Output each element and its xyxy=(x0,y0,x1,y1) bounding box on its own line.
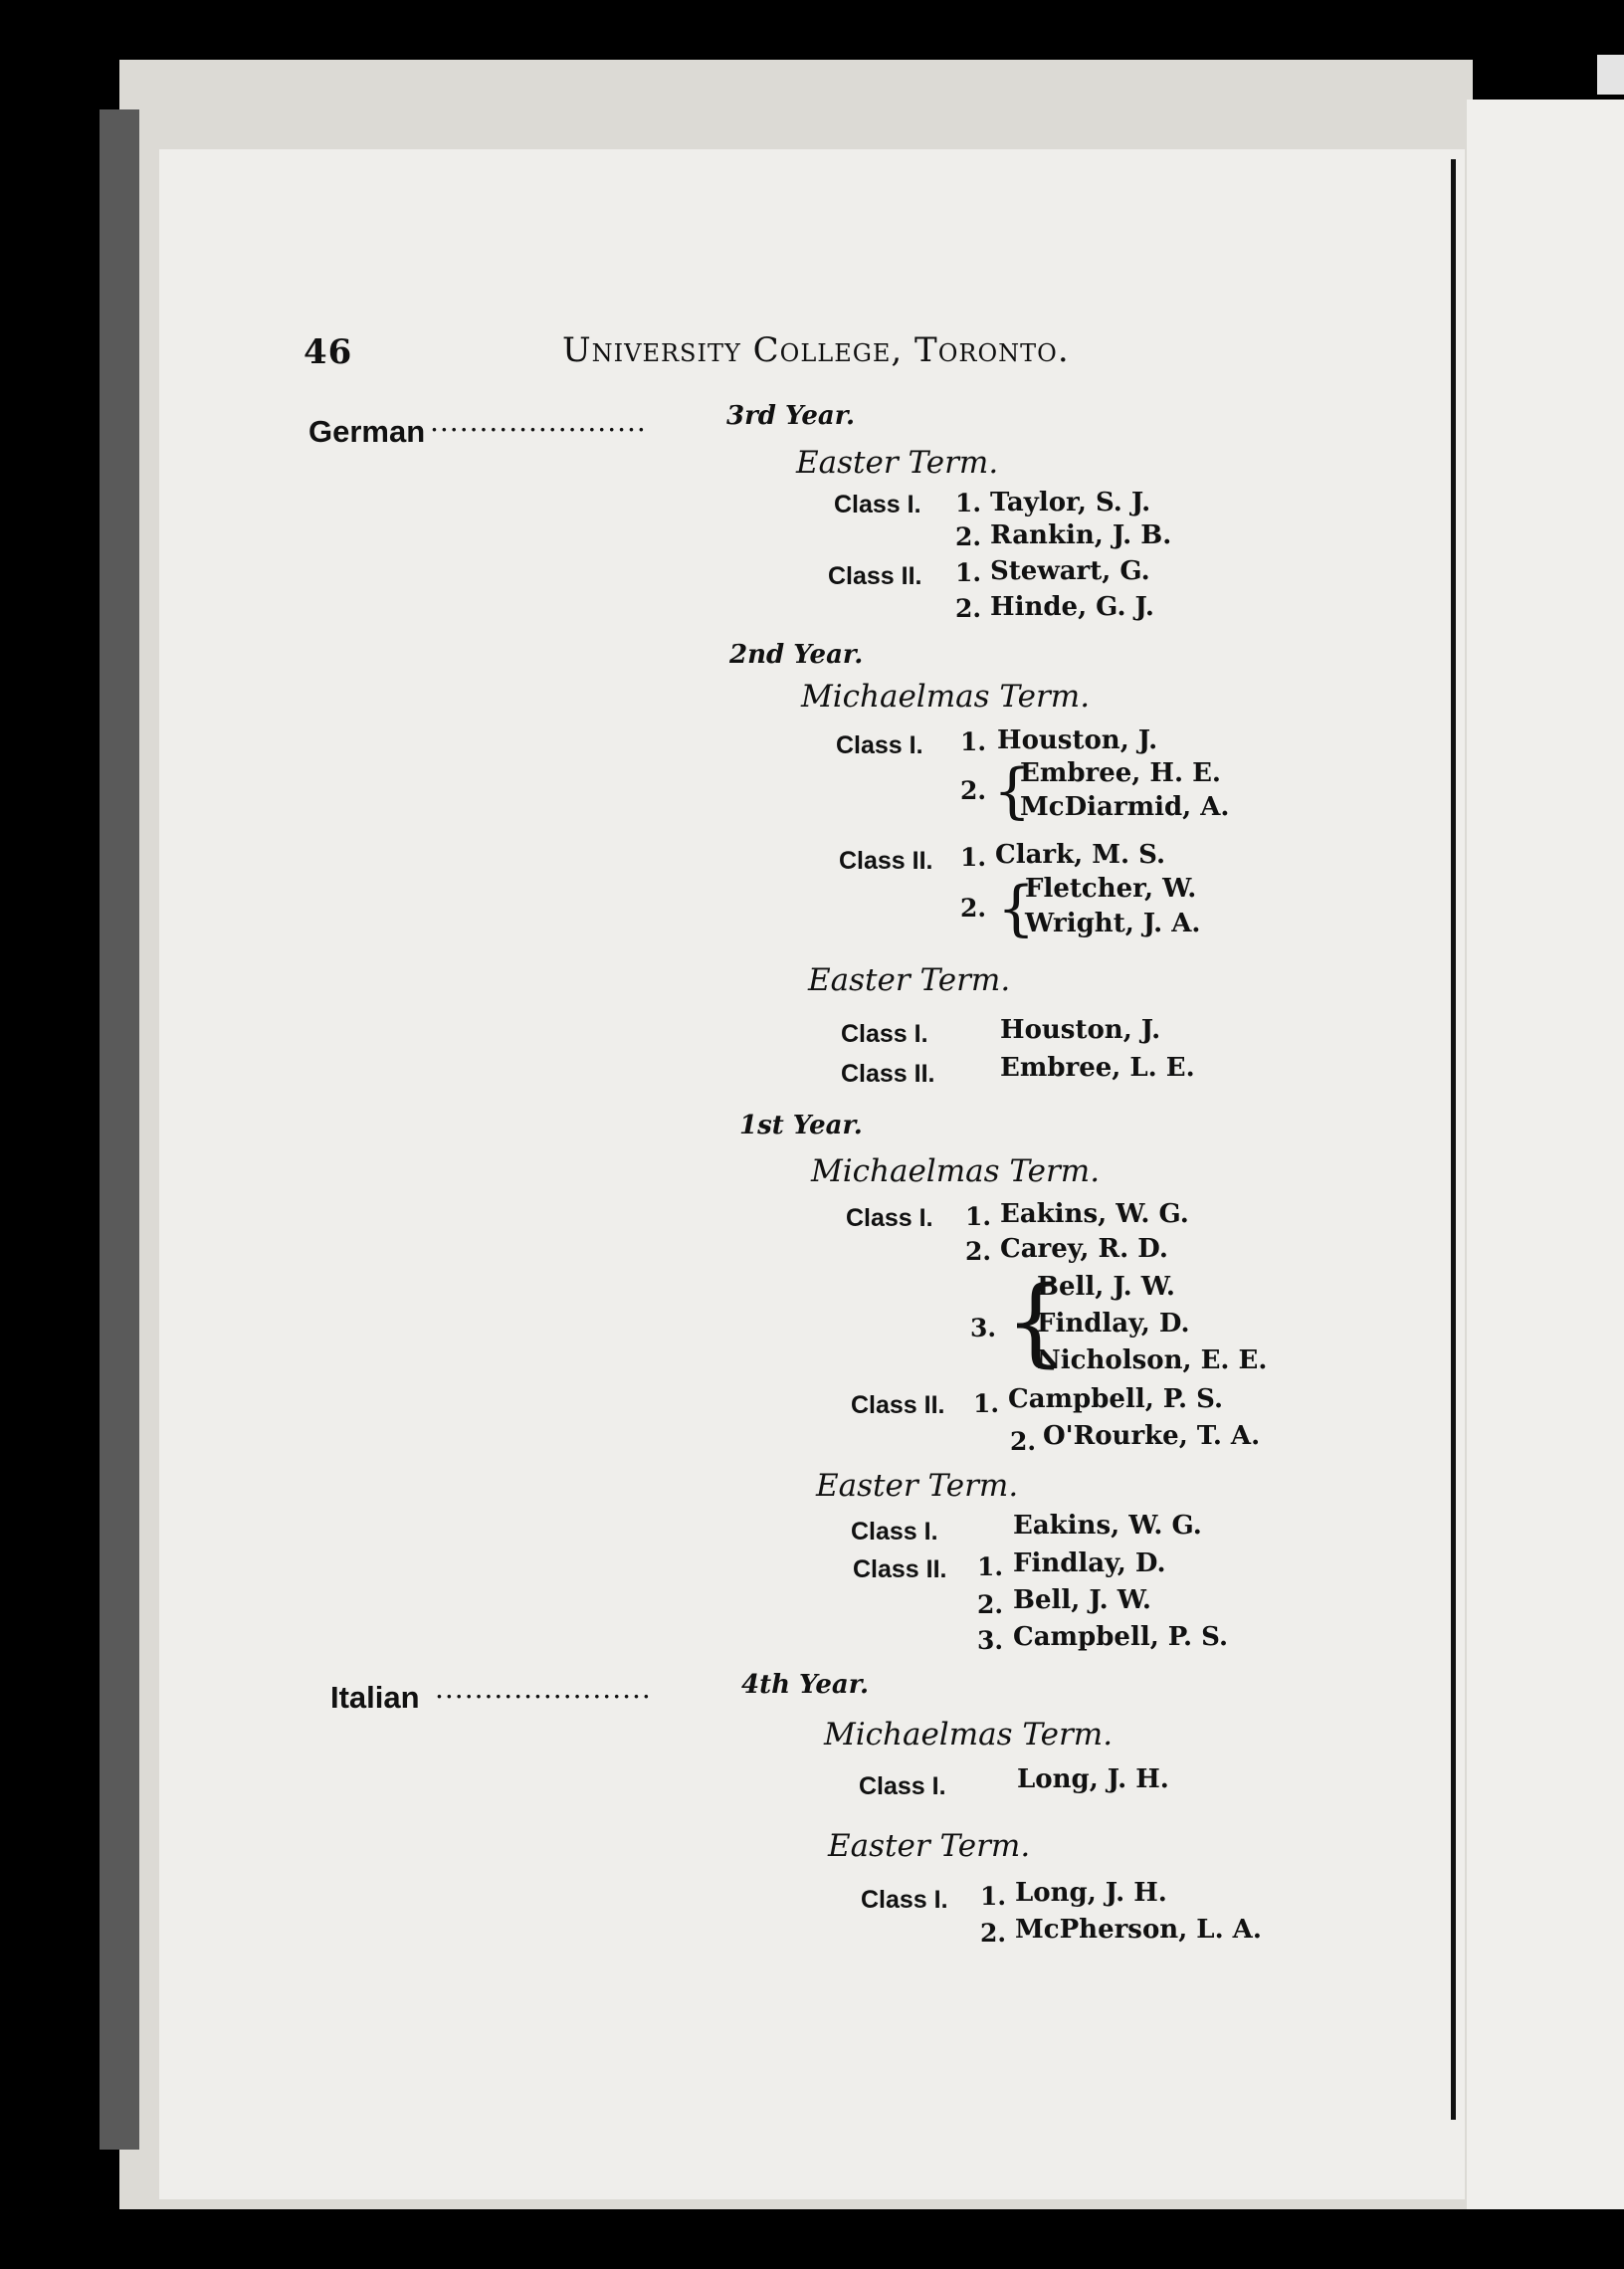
student-name: Carey, R. D. xyxy=(1000,1234,1168,1264)
rank: 2. xyxy=(955,594,982,623)
class-label: Class I. xyxy=(859,1772,946,1800)
subject-german: German xyxy=(308,414,426,449)
term-heading: Easter Term. xyxy=(816,1468,1019,1504)
student-name: Findlay, D. xyxy=(1013,1548,1166,1578)
year-heading: 2nd Year. xyxy=(729,640,864,670)
term-heading: Easter Term. xyxy=(828,1828,1031,1864)
rank: 1. xyxy=(973,1389,1000,1418)
student-name: Houston, J. xyxy=(1000,1015,1161,1045)
class-label: Class I. xyxy=(841,1020,928,1048)
student-name: Hinde, G. J. xyxy=(990,592,1154,622)
rank: 2. xyxy=(960,776,987,805)
bracket: { xyxy=(993,756,1032,826)
rank: 1. xyxy=(960,727,987,756)
page-number: 46 xyxy=(304,332,353,372)
binding-shadow xyxy=(100,109,139,2150)
class-label: Class I. xyxy=(836,731,923,759)
student-name: Long, J. H. xyxy=(1015,1878,1167,1908)
student-name: Eakins, W. G. xyxy=(1013,1511,1202,1541)
class-label: Class II. xyxy=(851,1391,945,1419)
running-title: University College, Toronto. xyxy=(562,330,1070,370)
rank: 2. xyxy=(960,894,987,923)
student-name: Houston, J. xyxy=(997,725,1158,755)
student-name: Eakins, W. G. xyxy=(1000,1199,1189,1229)
rank: 2. xyxy=(965,1237,992,1266)
term-heading: Easter Term. xyxy=(796,445,999,481)
student-name: Campbell, P. S. xyxy=(1013,1622,1229,1652)
student-name: O'Rourke, T. A. xyxy=(1043,1421,1261,1451)
term-heading: Michaelmas Term. xyxy=(824,1717,1114,1753)
year-heading: 3rd Year. xyxy=(726,401,856,431)
term-heading: Michaelmas Term. xyxy=(811,1153,1101,1189)
student-name: Campbell, P. S. xyxy=(1008,1384,1224,1414)
term-heading: Michaelmas Term. xyxy=(801,679,1091,715)
rank: 1. xyxy=(965,1202,992,1231)
rank: 2. xyxy=(977,1590,1004,1619)
class-label: Class II. xyxy=(828,562,922,590)
rank: 2. xyxy=(1010,1427,1037,1456)
rank: 1. xyxy=(960,843,987,872)
facing-page xyxy=(1467,100,1624,2209)
student-name: Rankin, J. B. xyxy=(990,520,1172,550)
student-name: Nicholson, E. E. xyxy=(1037,1345,1268,1375)
student-name: Fletcher, W. xyxy=(1025,874,1197,904)
student-name: Embree, L. E. xyxy=(1000,1053,1195,1083)
year-heading: 4th Year. xyxy=(741,1670,870,1700)
rank: 1. xyxy=(955,558,982,587)
class-label: Class I. xyxy=(861,1886,948,1914)
student-name: Stewart, G. xyxy=(990,556,1150,586)
student-name: Findlay, D. xyxy=(1037,1309,1190,1339)
leader-dots: ...................... xyxy=(435,1672,652,1705)
class-label: Class II. xyxy=(839,847,933,875)
leader-dots: ...................... xyxy=(430,405,647,438)
class-label: Class II. xyxy=(841,1060,935,1088)
rank: 1. xyxy=(977,1552,1004,1581)
student-name: McPherson, L. A. xyxy=(1015,1915,1262,1945)
page-fold-line xyxy=(1451,159,1456,2120)
year-heading: 1st Year. xyxy=(739,1111,863,1140)
rank: 3. xyxy=(970,1314,997,1342)
rank: 2. xyxy=(955,522,982,551)
student-name: Long, J. H. xyxy=(1017,1764,1169,1794)
bracket: { xyxy=(997,874,1036,943)
term-heading: Easter Term. xyxy=(808,962,1011,998)
rank: 1. xyxy=(955,489,982,517)
class-label: Class II. xyxy=(853,1555,947,1583)
student-name: Clark, M. S. xyxy=(995,840,1166,870)
class-label: Class I. xyxy=(834,491,921,518)
student-name: Bell, J. W. xyxy=(1037,1272,1175,1302)
class-label: Class I. xyxy=(846,1204,933,1232)
student-name: Taylor, S. J. xyxy=(990,488,1151,517)
student-name: Wright, J. A. xyxy=(1025,909,1201,938)
rank: 1. xyxy=(980,1882,1007,1911)
tab-marker xyxy=(1597,55,1624,95)
rank: 2. xyxy=(980,1919,1007,1948)
rank: 3. xyxy=(977,1626,1004,1655)
class-label: Class I. xyxy=(851,1518,938,1546)
student-name: Bell, J. W. xyxy=(1013,1585,1151,1615)
student-name: Embree, H. E. xyxy=(1020,758,1221,788)
student-name: McDiarmid, A. xyxy=(1020,792,1230,822)
bracket: { xyxy=(1005,1266,1067,1377)
subject-italian: Italian xyxy=(330,1680,420,1715)
